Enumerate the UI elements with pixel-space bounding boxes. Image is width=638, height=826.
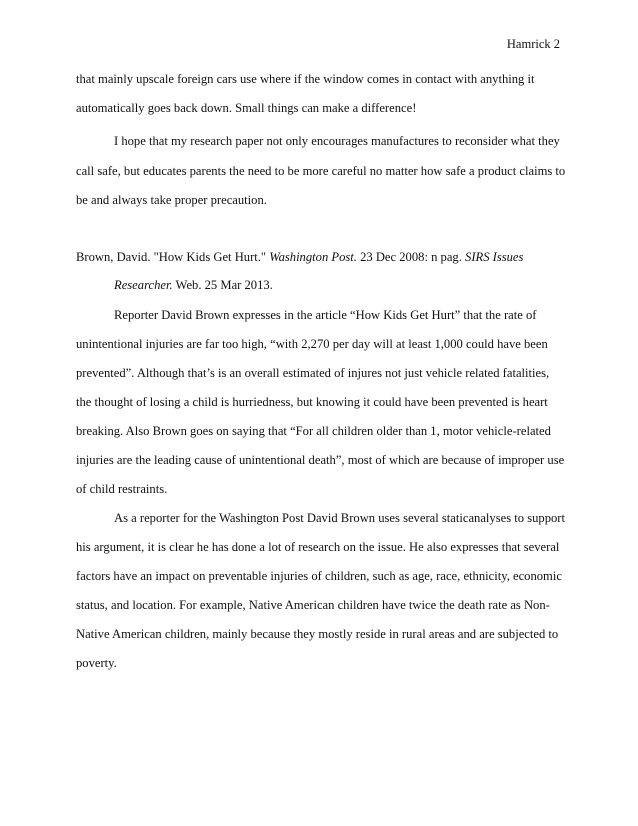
body-line: breaking. Also Brown goes on saying that “For all children older than 1, motor vehicle-related bbox=[76, 424, 551, 438]
citation-author-title: Brown, David. "How Kids Get Hurt." bbox=[76, 250, 270, 264]
citation-database: SIRS Issues bbox=[465, 250, 524, 264]
body-line: unintentional injuries are far too high, “with 2,270 per day will at least 1,000 could have been bbox=[76, 337, 548, 351]
citation-line bbox=[76, 249, 523, 265]
citation-access: Web. 25 Mar 2013. bbox=[172, 278, 273, 292]
body-line: status, and location. For example, Native American children have twice the death rate as Non- bbox=[76, 598, 550, 612]
body-line: prevented”. Although that’s is an overall estimated of injures not just vehicle related fatalities, bbox=[76, 366, 550, 380]
body-line: injuries are the leading cause of unintentional death”, most of which are because of improper use bbox=[76, 453, 565, 467]
citation-database-cont: Researcher. bbox=[114, 278, 173, 292]
body-line: of child restraints. bbox=[76, 482, 168, 496]
body-line: As a reporter for the Washington Post David Brown uses several staticanalyses to support bbox=[114, 511, 565, 525]
body-line: be and always take proper precaution. bbox=[76, 193, 267, 207]
body-line: Reporter David Brown expresses in the article “How Kids Get Hurt” that the rate of bbox=[114, 308, 537, 322]
body-line: automatically goes back down. Small things can make a difference! bbox=[76, 101, 417, 115]
body-line: factors have an impact on preventable injuries of children, such as age, race, ethnicity, economic bbox=[76, 569, 562, 583]
body-line: call safe, but educates parents the need to be more careful no matter how safe a product claims to bbox=[76, 164, 566, 178]
body-line: that mainly upscale foreign cars use where if the window comes in contact with anything it bbox=[76, 72, 535, 86]
running-head: Hamrick 2 bbox=[506, 37, 560, 51]
body-line: the thought of losing a child is hurriedness, but knowing it could have been prevented is heart bbox=[76, 395, 548, 409]
citation-date: 23 Dec 2008: n pag. bbox=[356, 250, 466, 264]
body-line: his argument, it is clear he has done a lot of research on the issue. He also expresses that several bbox=[76, 540, 560, 554]
body-line: poverty. bbox=[76, 656, 117, 670]
body-line: I hope that my research paper not only encourages manufactures to reconsider what they bbox=[114, 134, 560, 148]
citation-publication: Washington Post. bbox=[269, 250, 357, 264]
body-line: Native American children, mainly because they mostly reside in rural areas and are subjected to bbox=[76, 627, 559, 641]
citation-line bbox=[114, 277, 273, 293]
